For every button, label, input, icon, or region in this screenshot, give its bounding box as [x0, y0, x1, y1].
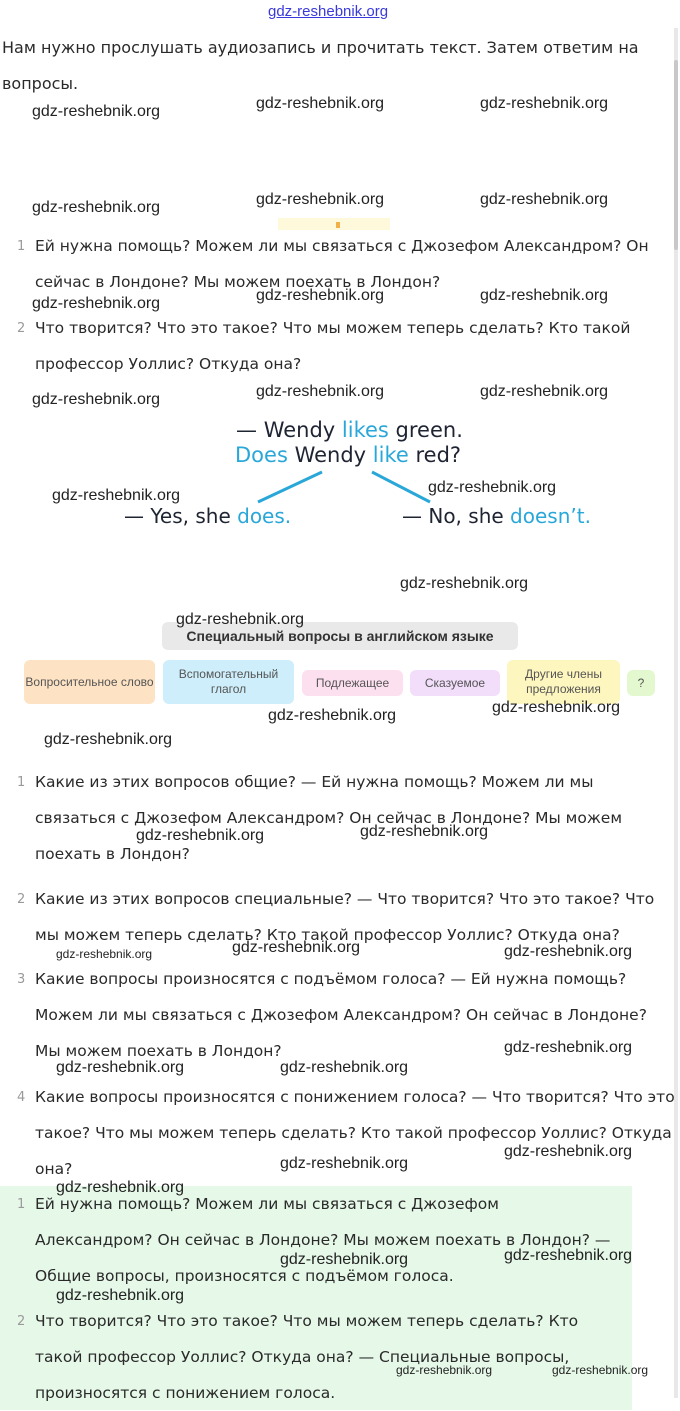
watermark: gdz-reshebnik.org	[52, 487, 181, 504]
grammar-answer-yes	[124, 504, 291, 528]
item-number: 2	[17, 1314, 26, 1329]
arrow-line-left	[258, 472, 322, 502]
watermark: gdz-reshebnik.org	[176, 611, 305, 628]
chip-subject: Подлежащее	[302, 670, 403, 696]
watermark: gdz-reshebnik.org	[504, 1247, 633, 1264]
watermark: gdz-reshebnik.org	[56, 947, 153, 961]
answer-text: Ей нужна помощь? Можем ли мы связаться с Джозефом Александром? Он сейчас в Лондоне? Мы можем поехать в Лондон? — Общие вопросы, произносятся с подъёмом голоса.	[35, 1195, 611, 1285]
watermark: gdz-reshebnik.org	[280, 1155, 409, 1172]
item-number: 1	[17, 239, 26, 254]
watermark: gdz-reshebnik.org	[480, 287, 609, 304]
word: Wendy	[294, 443, 367, 467]
watermark: gdz-reshebnik.org	[44, 731, 173, 748]
watermark: gdz-reshebnik.org	[504, 1143, 633, 1160]
question-text: Какие вопросы произносятся с подъёмом голоса? — Ей нужна помощь? Можем ли мы связаться с Джозефом Александром? Он сейчас в Лондоне? Мы можем поехать в Лондон?	[35, 970, 647, 1060]
word-highlight: like	[372, 443, 409, 467]
watermark: gdz-reshebnik.org	[360, 823, 489, 840]
word-highlight: doesn’t.	[510, 504, 591, 528]
intro-text: Нам нужно прослушать аудиозапись и прочитать текст. Затем ответим на вопросы.	[2, 38, 639, 93]
watermark-top-link[interactable]: gdz-reshebnik.org	[268, 3, 389, 20]
dash: —	[402, 504, 422, 528]
watermark: gdz-reshebnik.org	[32, 103, 161, 120]
word-highlight: Does	[235, 443, 288, 467]
item-number: 2	[17, 321, 26, 336]
word: Wendy	[263, 418, 336, 442]
dash: —	[236, 418, 257, 442]
item-number: 4	[17, 1090, 26, 1105]
chip-question-word: Вопросительное слово	[24, 660, 155, 704]
watermark: gdz-reshebnik.org	[32, 295, 161, 312]
watermark: gdz-reshebnik.org	[480, 95, 609, 112]
watermark: gdz-reshebnik.org	[280, 1059, 409, 1076]
word: red?	[415, 443, 462, 467]
watermark: gdz-reshebnik.org	[56, 1287, 185, 1304]
watermark: gdz-reshebnik.org	[232, 939, 361, 956]
chip-predicate: Сказуемое	[410, 670, 500, 696]
item-number: 1	[17, 775, 26, 790]
watermark: gdz-reshebnik.org	[504, 1039, 633, 1056]
watermark: gdz-reshebnik.org	[256, 95, 385, 112]
watermark: gdz-reshebnik.org	[428, 479, 557, 496]
answer-text: Что творится? Что это такое? Что мы можем теперь сделать? Кто такой профессор Уоллис? Откуда она? — Специальные вопросы, произносятся с понижением голоса.	[35, 1312, 579, 1402]
arrow-line-right	[372, 472, 430, 502]
item-number: 3	[17, 972, 26, 987]
chip-question-mark: ?	[627, 670, 655, 696]
question-text: Ей нужна помощь? Можем ли мы связаться с Джозефом Александром? Он сейчас в Лондоне? Мы можем поехать в Лондон?	[35, 237, 649, 291]
chip-auxiliary-verb: Вспомогательный глагол	[163, 660, 294, 704]
watermark: gdz-reshebnik.org	[268, 707, 397, 724]
watermark: gdz-reshebnik.org	[56, 1059, 185, 1076]
item-number: 1	[17, 1197, 26, 1212]
watermark: gdz-reshebnik.org	[552, 1363, 649, 1377]
question-text: Какие вопросы произносятся с понижением голоса? — Что творится? Что это такое? Что мы можем теперь сделать? Кто такой профессор Уоллис? Откуда она?	[35, 1088, 675, 1178]
watermark: gdz-reshebnik.org	[396, 1363, 493, 1377]
word: Yes, she	[150, 504, 231, 528]
scheme-title: Специальный вопросы в английском языке	[162, 622, 518, 650]
watermark: gdz-reshebnik.org	[256, 287, 385, 304]
question-text: Какие из этих вопросов специальные? — Что творится? Что это такое? Что мы можем теперь сделать? Кто такой профессор Уоллис? Откуда она?	[35, 890, 655, 944]
question-text: Какие из этих вопросов общие? — Ей нужна помощь? Можем ли мы связаться с Джозефом Александром? Он сейчас в Лондоне? Мы можем поехать в Лондон?	[35, 773, 623, 863]
watermark: gdz-reshebnik.org	[256, 191, 385, 208]
watermark: gdz-reshebnik.org	[280, 1251, 409, 1268]
watermark: gdz-reshebnik.org	[32, 199, 161, 216]
watermark: gdz-reshebnik.org	[480, 191, 609, 208]
word-highlight: does.	[237, 504, 292, 528]
watermark: gdz-reshebnik.org	[256, 383, 385, 400]
word-highlight: likes	[341, 418, 389, 442]
question-text: Что творится? Что это такое? Что мы можем теперь сделать? Кто такой профессор Уоллис? Откуда она?	[35, 319, 631, 373]
grammar-arrows	[0, 0, 680, 560]
chip-other-parts: Другие члены предложения	[507, 660, 620, 704]
watermark: gdz-reshebnik.org	[32, 391, 161, 408]
watermark: gdz-reshebnik.org	[400, 575, 529, 592]
grammar-answer-no	[402, 504, 591, 528]
item-number: 2	[17, 892, 26, 907]
watermark: gdz-reshebnik.org	[56, 1179, 185, 1196]
watermark: gdz-reshebnik.org	[480, 383, 609, 400]
watermark: gdz-reshebnik.org	[136, 827, 265, 844]
word: No, she	[428, 504, 504, 528]
dash: —	[124, 504, 144, 528]
watermark: gdz-reshebnik.org	[504, 943, 633, 960]
watermark: gdz-reshebnik.org	[492, 699, 621, 716]
word: green.	[395, 418, 463, 442]
